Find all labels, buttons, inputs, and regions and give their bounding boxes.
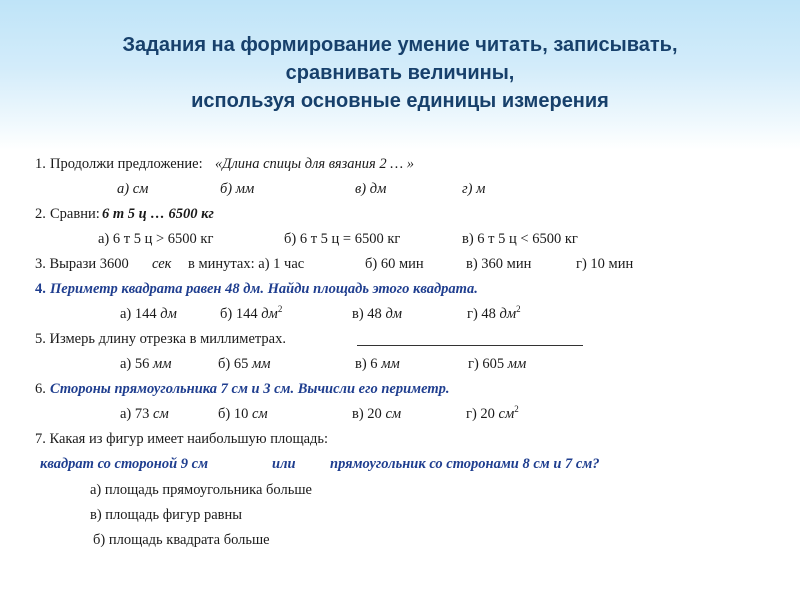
q5-c-number: в) 6 [355, 356, 378, 372]
q2-number: 2. [35, 206, 46, 222]
q4-c-unit: дм [385, 306, 403, 322]
q5-option-a [120, 355, 172, 373]
q3-option-c: в) 360 мин [466, 256, 532, 272]
q2-text: Сравни: [50, 206, 100, 222]
q5-text: 5. Измерь длину отрезка в миллиметрах. [35, 331, 286, 347]
q5-c-unit: мм [381, 356, 400, 372]
q7-square: квадрат со стороной 9 см [40, 456, 209, 472]
q6-a-number: а) 73 [120, 406, 150, 422]
q1-option-d: г) м [462, 181, 486, 197]
q3-text-2: в минутах: а) 1 час [188, 256, 305, 272]
q4-option-c [352, 305, 402, 323]
q6-a-unit: см [153, 406, 169, 422]
q4-text: Периметр квадрата равен 48 дм. Найди площадь этого квадрата. [50, 281, 478, 297]
q7-text: 7. Какая из фигур имеет наибольшую площадь: [35, 431, 329, 447]
q5-option-c [355, 355, 400, 373]
q6-option-c [352, 405, 401, 423]
q6-b-number: б) 10 [218, 406, 249, 422]
q6-option-b [218, 405, 268, 423]
q4-a-unit: дм [160, 306, 177, 322]
q4-a-number: а) 144 [120, 306, 157, 322]
q4-option-d [467, 305, 521, 323]
q4-b-number: б) 144 [220, 306, 258, 322]
q7-rectangle: прямоугольник со сторонами 8 см и 7 см? [330, 456, 600, 472]
q3-unit: сек [152, 256, 172, 272]
q5-b-unit: мм [251, 356, 271, 372]
q1-quote: «Длина спицы для вязания 2 … » [215, 156, 414, 172]
q6-d-exponent: 2 [514, 404, 519, 415]
title-line-2: сравнивать величины, [285, 62, 515, 84]
q6-c-number: в) 20 [352, 406, 382, 422]
q4-b-exponent: 2 [277, 304, 283, 315]
q4-b-unit: дм [261, 306, 278, 322]
q5-d-unit: мм [507, 356, 527, 372]
q1-option-a: а) см [117, 181, 149, 197]
q5-a-number: а) 56 [120, 356, 150, 372]
q1-number: 1. [35, 156, 46, 172]
q2-option-a: а) 6 т 5 ц > 6500 кг [98, 231, 214, 247]
q3-option-d: г) 10 мин [576, 256, 634, 272]
title-line-1: Задания на формирование умение читать, записывать, [122, 34, 678, 56]
q7-or: или [272, 456, 296, 472]
q6-option-a [120, 405, 169, 423]
q4-number: 4. [35, 281, 46, 297]
page-title [40, 31, 760, 115]
q6-b-unit: см [251, 406, 268, 422]
q5-d-number: г) 605 [468, 356, 505, 372]
q6-c-unit: см [385, 406, 402, 422]
q5-option-b [218, 355, 270, 373]
q6-d-unit: см [498, 406, 515, 422]
q5-a-unit: мм [153, 356, 172, 372]
q1-text: Продолжи предложение: [50, 156, 203, 172]
q4-c-number: в) 48 [352, 306, 382, 322]
q3-option-b: б) 60 мин [365, 256, 424, 272]
q1-option-b: б) мм [220, 181, 255, 197]
q7-option-a: а) площадь прямоугольника больше [90, 482, 312, 498]
q2-option-c: в) 6 т 5 ц < 6500 кг [462, 231, 578, 247]
title-line-3: используя основные единицы измерения [191, 90, 609, 112]
answer-blank-line [357, 345, 583, 346]
q4-d-number: г) 48 [467, 306, 496, 322]
q6-number: 6. [35, 381, 46, 397]
q4-option-a [120, 305, 177, 323]
q2-option-b: б) 6 т 5 ц = 6500 кг [284, 231, 401, 247]
q5-b-number: б) 65 [218, 356, 249, 372]
q6-d-number: г) 20 [466, 406, 495, 422]
q2-expression: 6 т 5 ц … 6500 кг [102, 206, 214, 222]
q6-text: Стороны прямоугольника 7 см и 3 см. Вычисли его периметр. [50, 381, 450, 397]
q4-option-b [220, 305, 282, 323]
q1-option-c: в) дм [355, 181, 387, 197]
q6-option-d [466, 405, 519, 423]
q5-option-d [468, 355, 526, 373]
q4-d-unit: дм [499, 306, 517, 322]
q7-option-b: в) площадь фигур равны [90, 507, 243, 523]
q7-option-c: б) площадь квадрата больше [93, 532, 270, 548]
q3-text: 3. Вырази 3600 [35, 256, 129, 272]
q4-d-exponent: 2 [516, 304, 521, 315]
